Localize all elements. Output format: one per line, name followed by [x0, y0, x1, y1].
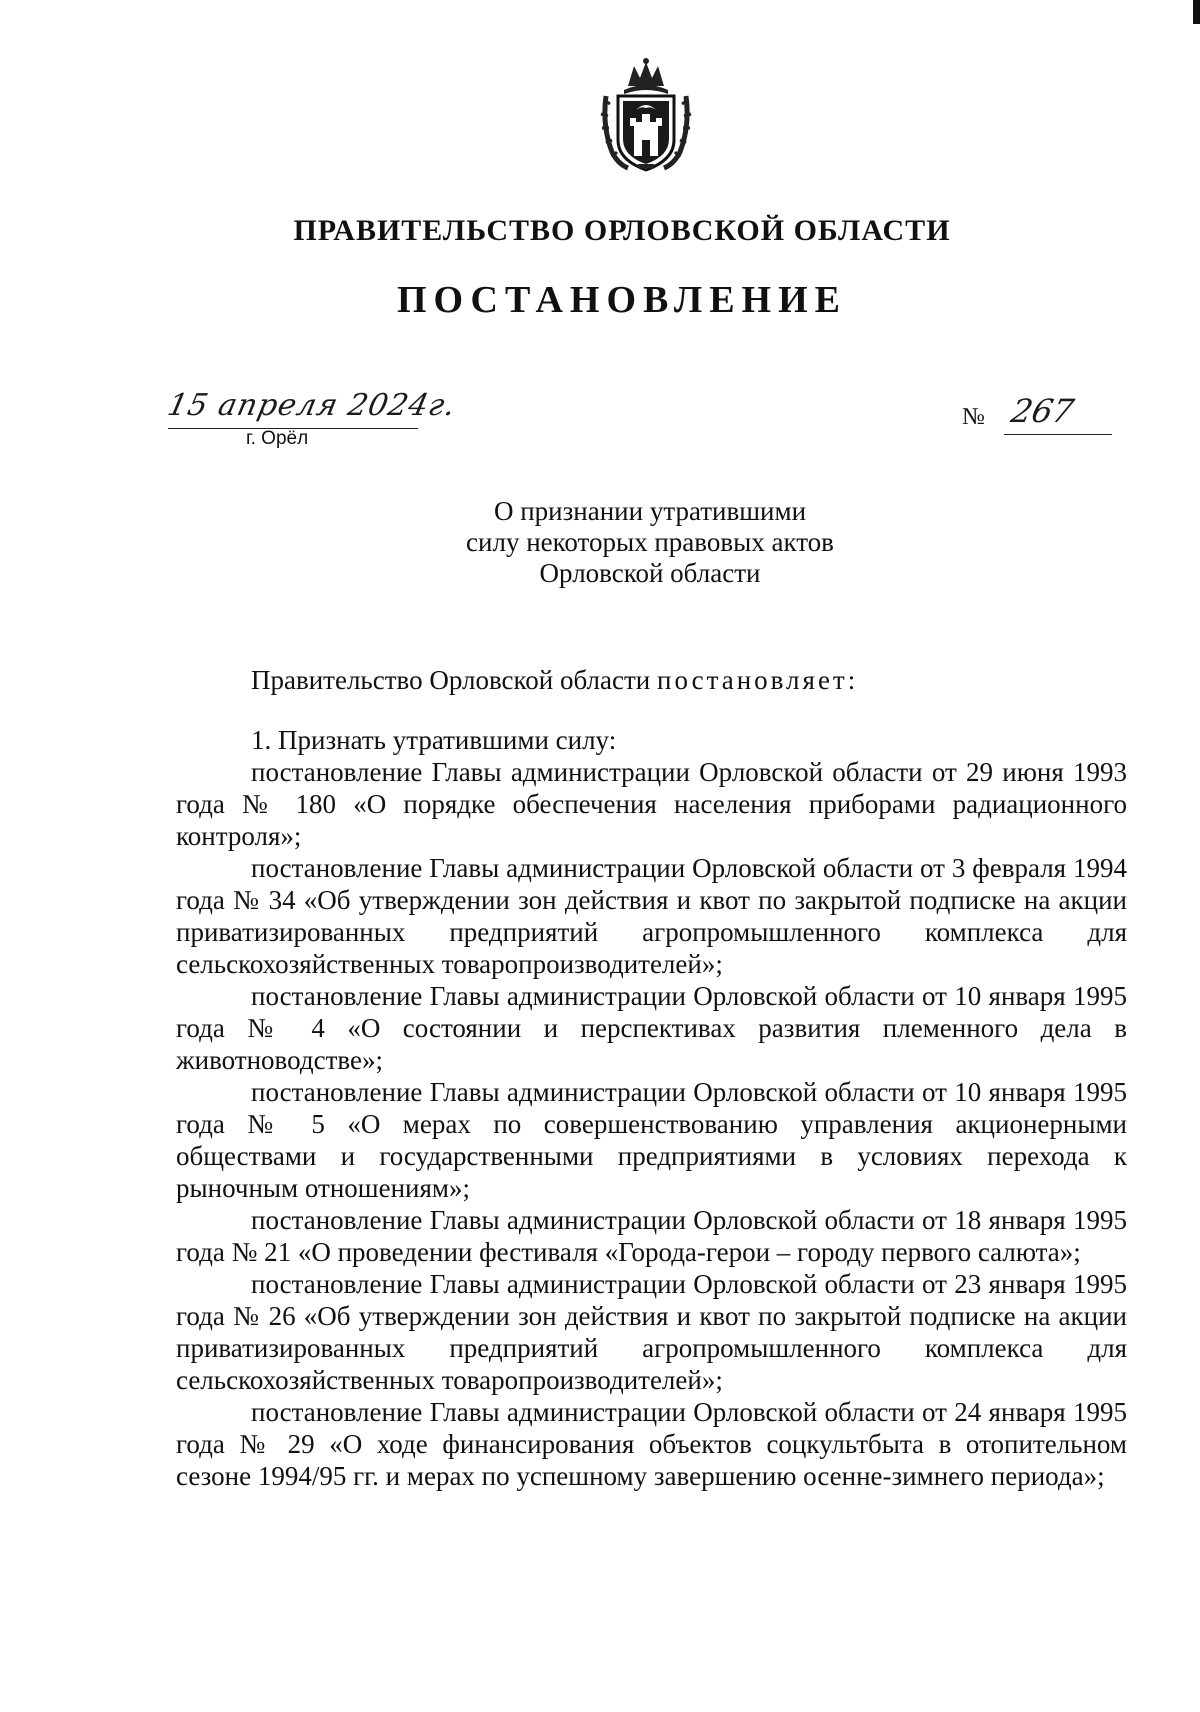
intro-paragraph [176, 664, 1127, 696]
repealed-act-item: постановление Главы администрации Орловской области от 10 января 1995 года № 5 «О мерах по совершенствованию управления акционерными обществами и государственными предприятиями в условиях перехода к рыночным отношениям»; [176, 1077, 1127, 1203]
document-body [176, 664, 1127, 1492]
scan-corner-mark [1193, 0, 1200, 24]
date-block [164, 388, 460, 449]
document-type-title: ПОСТАНОВЛЕНИЕ [396, 279, 848, 321]
city-label: г. Орёл [246, 428, 309, 449]
subject-line: О признании утратившими [493, 496, 807, 526]
repealed-act-item: постановление Главы администрации Орловской области от 23 января 1995 года № 26 «Об утверждении зон действия и квот по закрытой подписке на акции приватизированных предприятий агропромышленного комплекса для сельскохозяйственных товаропроизводителей»; [176, 1269, 1127, 1395]
document-number-block [962, 392, 1112, 442]
repealed-act-item: постановление Главы администрации Орловской области от 18 января 1995 года № 21 «О проведении фестиваля «Города-герои – городу первого салюта»; [176, 1205, 1127, 1267]
repealed-act-item: постановление Главы администрации Орловской области от 24 января 1995 года № 29 «О ходе финансирования объектов соцкультбыта в отопительном сезоне 1994/95 гг. и мерах по успешному завершению осенне-зимнего периода»; [176, 1397, 1127, 1491]
point-1-heading: 1. Признать утратившими силу: [251, 725, 617, 755]
coat-of-arms-icon [598, 56, 694, 174]
number-sign: № [962, 404, 985, 430]
intro-text: Правительство Орловской области [251, 665, 651, 695]
intro-decree-word: постановляет: [657, 665, 859, 695]
repealed-act-item: постановление Главы администрации Орловской области от 29 июня 1993 года № 180 «О порядке обеспечения населения приборами радиационного контроля»; [176, 757, 1127, 851]
organization-title: ПРАВИТЕЛЬСТВО ОРЛОВСКОЙ ОБЛАСТИ [293, 214, 951, 247]
handwritten-number: 267 [1007, 392, 1078, 430]
repealed-act-item: постановление Главы администрации Орловской области от 10 января 1995 года № 4 «О состоянии и перспективах развития племенного дела в животноводстве»; [176, 981, 1127, 1075]
subject-line: Орловской области [539, 558, 761, 588]
document-subject [420, 496, 880, 589]
subject-line: силу некоторых правовых актов [466, 527, 834, 557]
repealed-act-item: постановление Главы администрации Орловской области от 3 февраля 1994 года № 34 «Об утверждении зон действия и квот по закрытой подписке на акции приватизированных предприятий агропромышленного комплекса для сельскохозяйственных товаропроизводителей»; [176, 853, 1127, 979]
handwritten-date: 15 апреля 2024г. [164, 388, 460, 423]
number-underline [1004, 434, 1112, 435]
